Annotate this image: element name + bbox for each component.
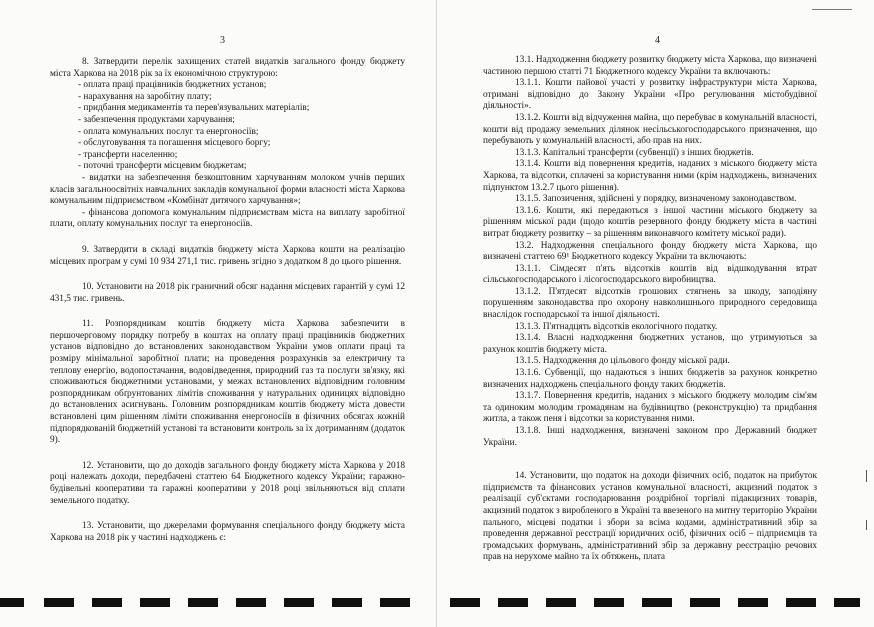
protected-item: - забезпечення продуктами харчування;: [78, 114, 235, 125]
scan-mark: [866, 520, 867, 530]
protected-item: - оплата комунальних послуг та енергоносіїв;: [78, 126, 259, 137]
protected-item: - поточні трансферти місцевим бюджетам;: [78, 161, 247, 172]
protected-item: - трансферти населенню;: [78, 149, 178, 160]
left-page-text: [50, 57, 405, 544]
clause-12: 12. Установити, що до доходів загального фонду бюджету міста Харкова у 2018 році належать доходи, передбачені статтею 64 Бюджетного кодексу України; гаражно-будівельні кооперативи та гаражні кооперативи у 2018 році звільняються від сплати земельного податку.: [50, 460, 405, 506]
protected-item: - оплата праці працівників бюджетних установ;: [78, 80, 267, 91]
clause-14: 14. Установити, що податок на доходи фізичних осіб, податок на прибуток підприємств та фінансових установ комунальної власності, акцизний податок з реалізації суб'єктами господарювання роздрібної торгівлі підакцизних товарів, акцизний податок з виробленого в Україні та ввезеного на митну територію України пального, місцеві податки і збори за всіма кодами, адміністративний збір за проведення державної реєстрації юридичних осіб, фізичних осіб – підприємців та громадських формувань, адміністративний збір за державну реєстрацію речових прав на нерухоме майно та їх обтяжень, плата: [483, 471, 817, 563]
clause-13-1-4: 13.1.4. Кошти від повернення кредитів, наданих з міського бюджету міста Харкова, та відсотки, сплачені за користування ними (крім надходжень, визначених підпунктом 13.2.7 цього рішення).: [483, 159, 817, 193]
scan-mark: [866, 470, 867, 482]
clause-13-2-1: 13.1.1. Сімдесят п'ять відсотків коштів від відшкодування втрат сільськогосподарського і лісогосподарського виробництва.: [483, 263, 817, 286]
clause-13-1-1: 13.1.1. Кошти пайової участі у розвитку інфраструктури міста Харкова, отримані відповідно до Закону України «Про регулювання містобудівної діяльності».: [483, 78, 817, 112]
protected-item-milk: - видатки на забезпечення безкоштовним харчуванням молоком учнів перших класів загальноосвітніх навчальних закладів комунальної форми власності міста Харкова комунальним підприємством «Комбінат дитячого харчування»;: [50, 172, 405, 207]
clause-11: 11. Розпорядникам коштів бюджету міста Харкова забезпечити в першочерговому порядку потребу в коштах на оплату праці працівників бюджетних установ відповідно до встановлених законодавством України умов оплати праці та розміру мінімальної заробітної плати; на проведення розрахунків за електричну та теплову енергію, водопостачання, водовідведення, природний газ та послуги зв'язку, які споживаються бюджетними установами, у межах встановлених відповідним головним розпорядникам обґрунтованих лімітів споживання у натуральних одиницях відповідно до встановлених асигнувань. Головним розпорядникам коштів бюджету міста довести встановлені цим рішенням ліміти споживання енергоносіїв в фізичних обсягах кожній підпорядкованій бюджетній установі та встановити контроль за їх дотриманням (додаток 9).: [50, 319, 405, 446]
clause-8-intro: 8. Затвердити перелік захищених статей видатків загального фонду бюджету міста Харкова на 2018 рік за їх економічною структурою:: [50, 57, 405, 79]
clause-13-1-3: 13.1.3. Капітальні трансферти (субвенції) з інших бюджетів.: [515, 147, 754, 158]
clause-13-2-7: 13.1.7. Повернення кредитів, наданих з міського бюджету молодим сім'ям та одиноким молодим громадянам на будівництво (реконструкцію) та придбання житла, а також пеня і відсотки за користування ними.: [483, 391, 817, 425]
protected-item: - обслуговування та погашення місцевого боргу;: [78, 138, 271, 149]
clause-13-2-8: 13.1.8. Інші надходження, визначені законом про Державний бюджет України.: [483, 426, 817, 448]
protected-item: - придбання медикаментів та перев'язувальних матеріалів;: [78, 103, 310, 114]
clause-13-1-6: 13.1.6. Кошти, які передаються з іншої частини міського бюджету за рішенням міської ради (щодо коштів резервного фонду бюджету міста в частині витрат бюджету розвитку – за рішенням виконавчого комітету міської ради).: [483, 205, 817, 239]
clause-13-1-5: 13.1.5. Запозичення, здійснені у порядку, визначеному законодавством.: [515, 194, 797, 205]
scan-mark: [812, 9, 852, 10]
clause-10: 10. Установити на 2018 рік граничний обсяг надання місцевих гарантій у сумі 12 431,5 тис. гривень.: [50, 282, 405, 304]
page-number: 4: [655, 35, 660, 46]
clause-13-2-3: 13.1.3. П'ятнадцять відсотків екологічного податку.: [515, 321, 718, 332]
clause-13-2-2: 13.1.2. П'ятдесят відсотків грошових стягнень за шкоду, заподіяну порушенням законодавства про охорону навколишнього природного середовища внаслідок господарської та іншої діяльності.: [483, 286, 817, 321]
protected-item-financial-aid: - фінансова допомога комунальним підприємствам міста на виплату заробітної плати, оплату комунальних послуг та енергоносіїв.: [50, 207, 405, 230]
right-page-text: [483, 55, 817, 564]
clause-13: 13. Установити, що джерелами формування спеціального фонду бюджету міста Харкова на 2018 рік у частині надходжень є:: [50, 521, 405, 543]
clause-13-1-2: 13.1.2. Кошти від відчуження майна, що перебуває в комунальній власності, кошти від продажу земельних ділянок несільськогосподарського призначення, що перебувають у комунальній власності, або прав на них.: [483, 112, 817, 147]
clause-13-2: 13.2. Надходження спеціального фонду бюджету міста Харкова, що визначені статтею 69¹ Бюджетного кодексу України та включають:: [483, 240, 817, 263]
clause-9: 9. Затвердити в складі видатків бюджету міста Харкова кошти на реалізацію місцевих програм у сумі 10 934 271,1 тис. гривень згідно з додатком 8 до цього рішення.: [50, 244, 405, 267]
clause-13-2-5: 13.1.5. Надходження до цільового фонду міської ради.: [515, 356, 730, 367]
protected-item: - нарахування на заробітну плату;: [78, 91, 212, 102]
clause-13-1: 13.1. Надходження бюджету розвитку бюджету міста Харкова, що визначені частиною першою статті 71 Бюджетного кодексу України та включають:: [483, 55, 817, 77]
left-page: [0, 0, 436, 627]
clause-13-2-6: 13.1.6. Субвенції, що надаються з інших бюджетів за рахунок конкретно визначених надходжень спеціального фонду таких бюджетів.: [483, 368, 817, 390]
clause-13-2-4: 13.1.4. Власні надходження бюджетних установ, що утримуються за рахунок коштів бюджету міста.: [483, 333, 817, 355]
page-number: 3: [220, 35, 225, 46]
scan-edge-bar: [0, 598, 874, 608]
